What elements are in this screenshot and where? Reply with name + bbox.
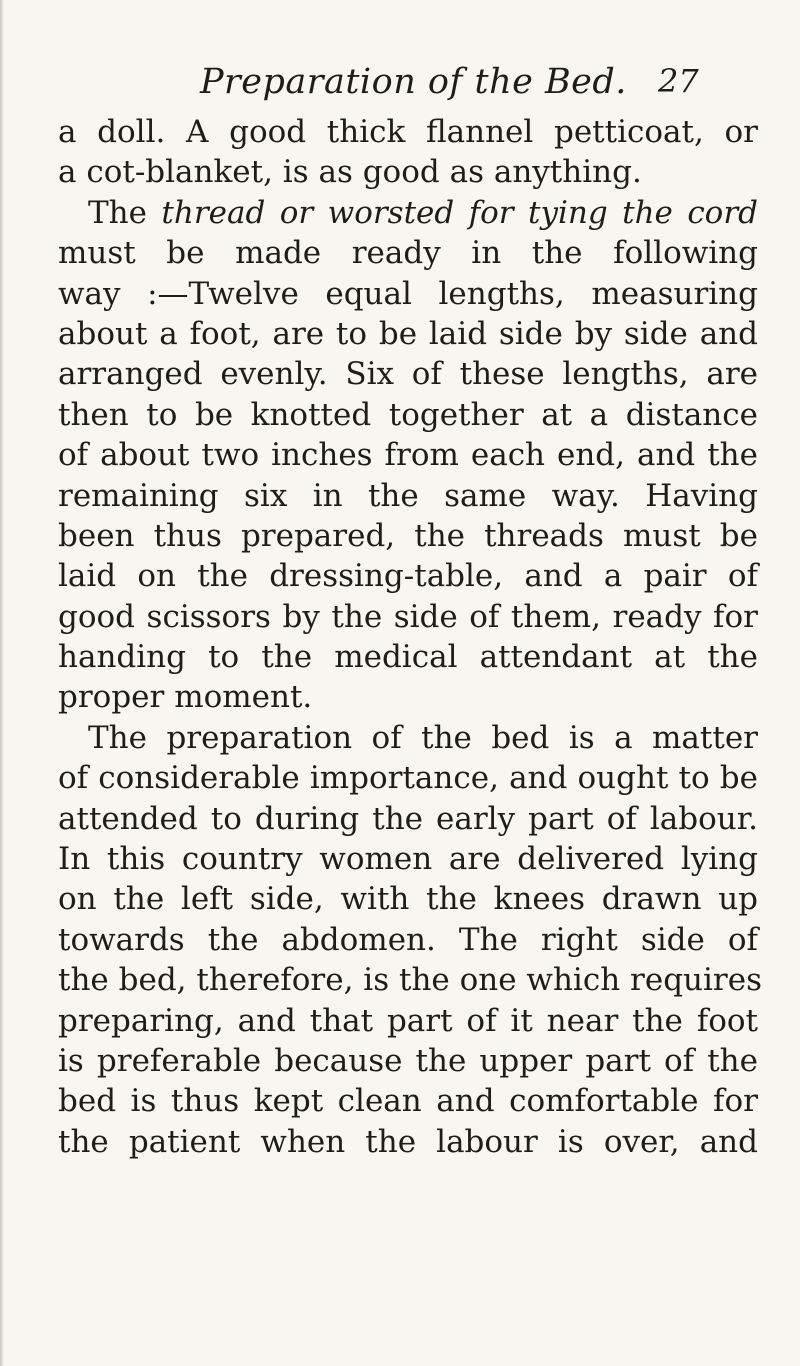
text-line-start: The	[88, 194, 162, 231]
italic-phrase: thread or worsted for tying the cord	[161, 194, 759, 231]
page-edge-shadow	[0, 0, 4, 1366]
text-line: must be made ready in the following	[58, 235, 758, 272]
text-line: good scissors by the side of them, ready for	[58, 598, 758, 635]
running-head	[200, 62, 760, 112]
text-line: remaining six in the same way. Having	[58, 477, 758, 514]
text-line: on the left side, with the knees drawn up	[58, 881, 758, 918]
text-line: about a foot, are to be laid side by side and	[58, 315, 758, 352]
text-line: of considerable importance, and ought to be	[58, 760, 758, 797]
text-line: The preparation of the bed is a matter	[88, 719, 758, 756]
text-line: the patient when the labour is over, and	[58, 1123, 758, 1160]
text-line: the bed, therefore, is the one which requires	[58, 962, 762, 999]
text-line: arranged evenly. Six of these lengths, are	[58, 356, 758, 393]
text-line: a cot-blanket, is as good as anything.	[58, 154, 642, 191]
text-line: then to be knotted together at a distance	[58, 396, 758, 433]
text-line: a doll. A good thick flannel petticoat, or	[58, 114, 758, 150]
text-line: of about two inches from each end, and the	[58, 437, 758, 474]
body-text	[58, 112, 762, 1162]
text-line: attended to during the early part of labour.	[58, 800, 758, 837]
text-line: bed is thus kept clean and comfortable for	[58, 1083, 758, 1120]
text-line: laid on the dressing-table, and a pair of	[58, 558, 758, 595]
text-line: handing to the medical attendant at the	[58, 639, 758, 676]
text-line	[58, 193, 758, 233]
text-line: proper moment.	[58, 679, 313, 716]
text-line: preparing, and that part of it near the foot	[58, 1002, 758, 1039]
text-line: been thus prepared, the threads must be	[58, 517, 758, 554]
text-line: towards the abdomen. The right side of	[58, 921, 758, 958]
running-title: Preparation of the Bed.	[200, 62, 627, 102]
text-line: way :—Twelve equal lengths, measuring	[58, 275, 758, 312]
text-line: is preferable because the upper part of the	[58, 1042, 758, 1079]
text-line: In this country women are delivered lying	[58, 841, 758, 878]
page-number: 27	[658, 62, 699, 100]
